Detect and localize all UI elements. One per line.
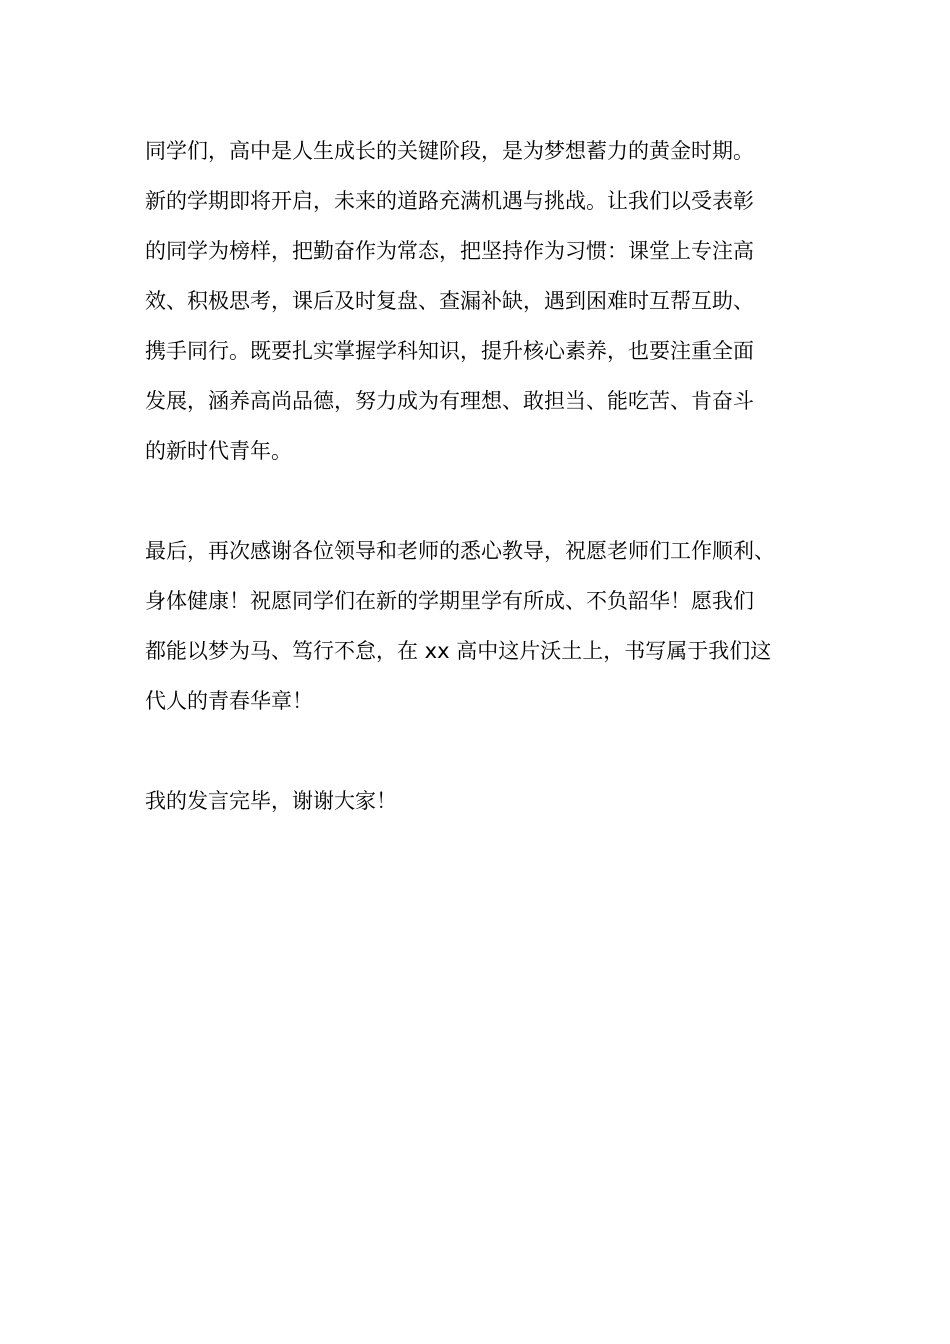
text-line: 携手同行。既要扎实掌握学科知识，提升核心素养，也要注重全面: [145, 339, 754, 363]
text-line: 我的发言完毕，谢谢大家！: [145, 789, 397, 813]
text-line: 的同学为榜样，把勤奋作为常态，把坚持作为习惯：课堂上专注高: [145, 239, 754, 263]
text-line: 代人的青春华章！: [145, 689, 313, 713]
paragraph-1: [145, 126, 825, 476]
document-body: [145, 126, 825, 826]
text-line: 身体健康！祝愿同学们在新的学期里学有所成、不负韶华！愿我们: [145, 589, 754, 613]
paragraph-spacer: [145, 476, 825, 526]
text-line: 效、积极思考，课后及时复盘、查漏补缺，遇到困难时互帮互助、: [145, 289, 754, 313]
text-line: 新的学期即将开启，未来的道路充满机遇与挑战。让我们以受表彰: [145, 189, 754, 213]
text-line: 同学们，高中是人生成长的关键阶段，是为梦想蓄力的黄金时期。: [145, 139, 754, 163]
paragraph-3: [145, 776, 825, 826]
text-line: 发展，涵养高尚品德，努力成为有理想、敢担当、能吃苦、肯奋斗: [145, 389, 754, 413]
text-line: 的新时代青年。: [145, 439, 292, 463]
paragraph-2: [145, 526, 825, 726]
text-line: 最后，再次感谢各位领导和老师的悉心教导，祝愿老师们工作顺利、: [145, 539, 775, 563]
paragraph-spacer: [145, 726, 825, 776]
text-line: 都能以梦为马、笃行不怠，在 xx 高中这片沃土上，书写属于我们这: [145, 639, 772, 663]
